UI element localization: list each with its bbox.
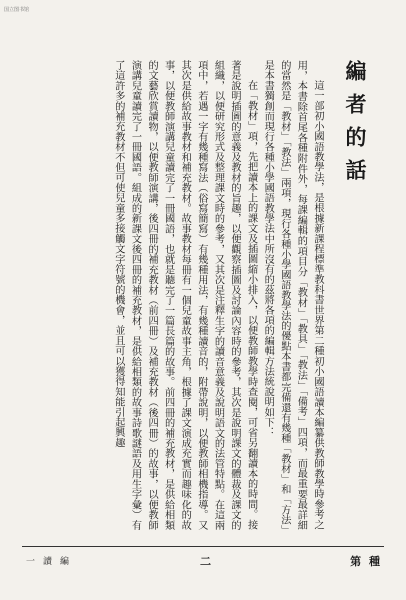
page-title: 編者的話 (343, 60, 368, 192)
paragraph-materials: 在「教材」項，先把讀本上的課文及插圖縮小排入，以便教師教學時查閱，可省另翻讀本的時間。接著是說明插圖的意義及教材的旨趣，以便觀察插圖及討論內容時的參考，其次是說明課文的體裁及課文的組織，以便研究形式及整理課文時的參考，又其次是注釋生字的讀音意義及說明語文的法管特點。在這兩項中，若遇一字有幾種寫法（俗寫簡寫）有幾種用法，有幾種讀音的，附帶說明，以便教師相機指導。又其次是供給故事教材和補充教材。故事教材每冊有一個兒童故事主角，根據了課文演成充實而趣味化的故事，以便教師演講兒童讀完了一冊國語，也就是聽完了一篇長篇的故事。前四冊的補充教材，是供給相類的文藝欣賞讀物，以便教師演講，後四冊的補充教材（前四冊）及補充教材（後四冊）的故事，以便教師演講兒童讀完了一冊國語。組成的新課文後四冊的補充教材，是供給相類的故事詩歌謎語及用生字彙）有了這許多的補充教材不但可使兒童多接觸文字符號的機會，並且可以獲得知能引起興趣 (112, 60, 257, 530)
paragraph-intro: 這一部初小國語教學法，是根據新課程標準教科書世界第二種初小國語讀本編纂供教師教學時參考之用，本書除首尾各種附件外，每課編輯的項目分「教材」「教具」「教法」「備考」四項，而最重要最詳細的當然是「教材」「教法」兩項，現行各種小學國語教學法的優點本書都完備還有幾種「教材」和「方法」是本書獨創而現行各種小學國語教學法中所沒有的茲將各項的編輯方法統說明如下： (262, 60, 323, 530)
body-text (25, 60, 325, 530)
footer-right-label: 第 種 (350, 555, 382, 568)
footer-divider (22, 546, 384, 547)
library-watermark: 国立图书馆 (4, 7, 30, 13)
footer-page-number: 二 (200, 555, 211, 568)
footer-left-label: 一讀編 (26, 557, 78, 567)
